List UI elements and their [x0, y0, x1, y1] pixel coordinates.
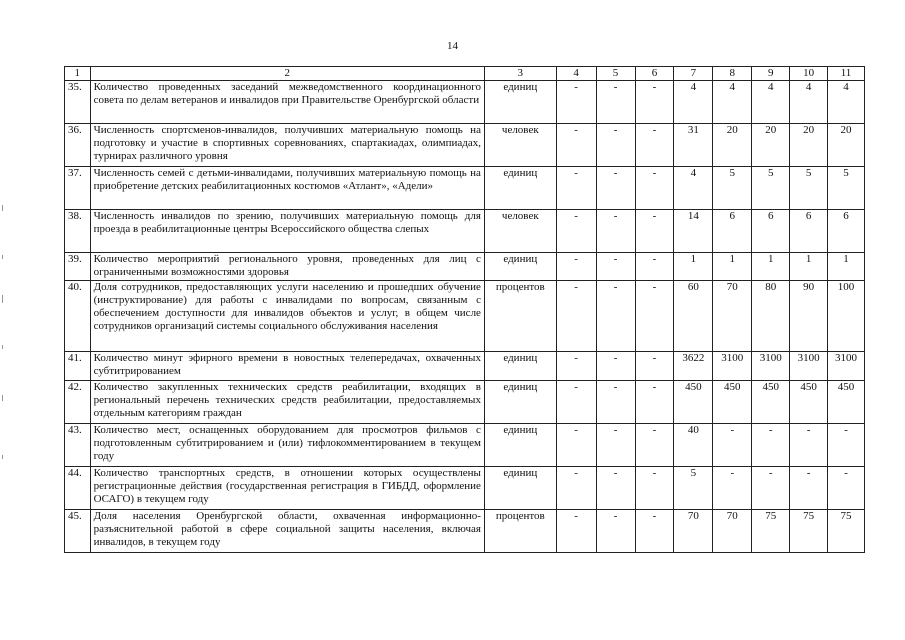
- value-cell: 5: [752, 167, 790, 210]
- table-row: [65, 167, 865, 210]
- row-number-cell: 44.: [65, 467, 91, 510]
- value-cell: 3100: [713, 352, 752, 381]
- value-cell: 75: [752, 510, 790, 553]
- value-cell: -: [713, 467, 752, 510]
- unit-cell: единиц: [484, 424, 556, 467]
- value-cell: -: [635, 381, 674, 424]
- unit-cell: человек: [484, 124, 556, 167]
- value-cell: -: [596, 424, 635, 467]
- row-number-cell: 36.: [65, 124, 91, 167]
- value-cell: -: [790, 467, 828, 510]
- value-cell: -: [752, 467, 790, 510]
- value-cell: 4: [828, 81, 865, 124]
- header-cell: 10: [790, 67, 828, 81]
- table-row: [65, 210, 865, 253]
- row-number-cell: 40.: [65, 281, 91, 352]
- value-cell: 20: [828, 124, 865, 167]
- value-cell: -: [790, 424, 828, 467]
- value-cell: 20: [713, 124, 752, 167]
- unit-cell: единиц: [484, 253, 556, 281]
- value-cell: 450: [713, 381, 752, 424]
- value-cell: 1: [790, 253, 828, 281]
- table-row: [65, 510, 865, 553]
- value-cell: -: [596, 510, 635, 553]
- table-row: [65, 352, 865, 381]
- value-cell: 3100: [790, 352, 828, 381]
- value-cell: 1: [713, 253, 752, 281]
- row-number-cell: 37.: [65, 167, 91, 210]
- value-cell: 70: [713, 510, 752, 553]
- value-cell: 4: [674, 167, 713, 210]
- header-cell: 2: [90, 67, 484, 81]
- value-cell: -: [635, 510, 674, 553]
- table-row: [65, 381, 865, 424]
- unit-cell: единиц: [484, 467, 556, 510]
- row-number-cell: 39.: [65, 253, 91, 281]
- row-number-cell: 43.: [65, 424, 91, 467]
- unit-cell: единиц: [484, 352, 556, 381]
- value-cell: 40: [674, 424, 713, 467]
- value-cell: 14: [674, 210, 713, 253]
- value-cell: -: [596, 381, 635, 424]
- value-cell: 4: [752, 81, 790, 124]
- value-cell: 450: [828, 381, 865, 424]
- unit-cell: человек: [484, 210, 556, 253]
- unit-cell: процентов: [484, 281, 556, 352]
- value-cell: -: [596, 81, 635, 124]
- value-cell: 90: [790, 281, 828, 352]
- page-number: 14: [447, 40, 458, 52]
- indicator-name-cell: Доля сотрудников, предоставляющих услуги населению и прошедших обучение (инструктирование) для работы с инвалидами по вопросам, связанным с обеспечением доступности для инвалидов объектов и услуг, в общем числе сотрудников организаций системы социального обслуживания населения: [90, 281, 484, 352]
- value-cell: 5: [790, 167, 828, 210]
- value-cell: -: [635, 467, 674, 510]
- value-cell: 70: [674, 510, 713, 553]
- value-cell: -: [635, 253, 674, 281]
- value-cell: 450: [752, 381, 790, 424]
- header-cell: 6: [635, 67, 674, 81]
- unit-cell: единиц: [484, 381, 556, 424]
- value-cell: 6: [752, 210, 790, 253]
- value-cell: -: [596, 210, 635, 253]
- unit-cell: единиц: [484, 167, 556, 210]
- indicators-table: [64, 66, 865, 553]
- indicator-name-cell: Количество проведенных заседаний межведомственного координационного совета по делам ветеранов и инвалидов при Правительстве Оренбургской области: [90, 81, 484, 124]
- row-number-cell: 42.: [65, 381, 91, 424]
- value-cell: 20: [752, 124, 790, 167]
- value-cell: 31: [674, 124, 713, 167]
- row-number-cell: 38.: [65, 210, 91, 253]
- value-cell: -: [828, 467, 865, 510]
- indicator-name-cell: Численность инвалидов по зрению, получивших материальную помощь для проезда в реабилитационные центры Всероссийского общества слепых: [90, 210, 484, 253]
- table-row: [65, 81, 865, 124]
- header-cell: 3: [484, 67, 556, 81]
- value-cell: -: [556, 424, 596, 467]
- margin-tick-marks: [2, 205, 5, 465]
- value-cell: 1: [674, 253, 713, 281]
- value-cell: 6: [713, 210, 752, 253]
- value-cell: -: [556, 510, 596, 553]
- row-number-cell: 45.: [65, 510, 91, 553]
- header-cell: 7: [674, 67, 713, 81]
- value-cell: 100: [828, 281, 865, 352]
- header-cell: 9: [752, 67, 790, 81]
- value-cell: 6: [828, 210, 865, 253]
- value-cell: 1: [752, 253, 790, 281]
- header-cell: 4: [556, 67, 596, 81]
- value-cell: -: [635, 281, 674, 352]
- value-cell: -: [556, 253, 596, 281]
- value-cell: 75: [828, 510, 865, 553]
- table-header-row: [65, 67, 865, 81]
- value-cell: 3622: [674, 352, 713, 381]
- value-cell: -: [556, 352, 596, 381]
- value-cell: -: [828, 424, 865, 467]
- row-number-cell: 35.: [65, 81, 91, 124]
- value-cell: 5: [713, 167, 752, 210]
- value-cell: 4: [713, 81, 752, 124]
- indicator-name-cell: Количество транспортных средств, в отношении которых осуществлены регистрационные действия (государственная регистрация в ГИБДД, оформление ОСАГО) в текущем году: [90, 467, 484, 510]
- value-cell: -: [556, 381, 596, 424]
- unit-cell: процентов: [484, 510, 556, 553]
- value-cell: -: [596, 124, 635, 167]
- indicator-name-cell: Численность семей с детьми-инвалидами, получивших материальную помощь на приобретение детских реабилитационных костюмов «Атлант», «Адели»: [90, 167, 484, 210]
- value-cell: 70: [713, 281, 752, 352]
- value-cell: 4: [790, 81, 828, 124]
- indicator-name-cell: Численность спортсменов-инвалидов, получивших материальную помощь на подготовку и участие в спортивных соревнованиях, спартакиадах, олимпиадах, турнирах различного уровня: [90, 124, 484, 167]
- value-cell: -: [596, 253, 635, 281]
- table-row: [65, 253, 865, 281]
- value-cell: 3100: [752, 352, 790, 381]
- table-row: [65, 281, 865, 352]
- value-cell: 1: [828, 253, 865, 281]
- value-cell: -: [556, 124, 596, 167]
- header-cell: 11: [828, 67, 865, 81]
- indicator-name-cell: Количество минут эфирного времени в новостных телепередачах, охваченных субтитрированием: [90, 352, 484, 381]
- value-cell: -: [596, 352, 635, 381]
- indicator-name-cell: Доля населения Оренбургской области, охваченная информационно-разъяснительной работой в сфере социальной защиты населения, включая инвалидов, в текущем году: [90, 510, 484, 553]
- value-cell: -: [635, 352, 674, 381]
- header-cell: 5: [596, 67, 635, 81]
- value-cell: -: [596, 281, 635, 352]
- value-cell: 80: [752, 281, 790, 352]
- value-cell: -: [556, 281, 596, 352]
- value-cell: 450: [674, 381, 713, 424]
- value-cell: -: [596, 467, 635, 510]
- row-number-cell: 41.: [65, 352, 91, 381]
- value-cell: -: [556, 210, 596, 253]
- value-cell: 75: [790, 510, 828, 553]
- value-cell: 5: [828, 167, 865, 210]
- indicator-name-cell: Количество закупленных технических средств реабилитации, входящих в региональный перечень технических средств реабилитации, предоставляемых отдельным категориям граждан: [90, 381, 484, 424]
- value-cell: -: [556, 467, 596, 510]
- value-cell: -: [596, 167, 635, 210]
- value-cell: 6: [790, 210, 828, 253]
- value-cell: -: [635, 167, 674, 210]
- value-cell: 20: [790, 124, 828, 167]
- value-cell: 5: [674, 467, 713, 510]
- header-cell: 1: [65, 67, 91, 81]
- value-cell: -: [556, 167, 596, 210]
- value-cell: -: [556, 81, 596, 124]
- value-cell: -: [635, 210, 674, 253]
- value-cell: -: [635, 124, 674, 167]
- value-cell: 4: [674, 81, 713, 124]
- value-cell: 60: [674, 281, 713, 352]
- header-cell: 8: [713, 67, 752, 81]
- table-row: [65, 424, 865, 467]
- value-cell: -: [635, 81, 674, 124]
- indicator-name-cell: Количество мест, оснащенных оборудованием для просмотров фильмов с подготовленным субтитрированием и (или) тифлокомментированием в текущем году: [90, 424, 484, 467]
- indicator-name-cell: Количество мероприятий регионального уровня, проведенных для лиц с ограниченными возможностями здоровья: [90, 253, 484, 281]
- table-row: [65, 124, 865, 167]
- value-cell: 3100: [828, 352, 865, 381]
- value-cell: -: [752, 424, 790, 467]
- value-cell: -: [713, 424, 752, 467]
- table-row: [65, 467, 865, 510]
- value-cell: 450: [790, 381, 828, 424]
- unit-cell: единиц: [484, 81, 556, 124]
- value-cell: -: [635, 424, 674, 467]
